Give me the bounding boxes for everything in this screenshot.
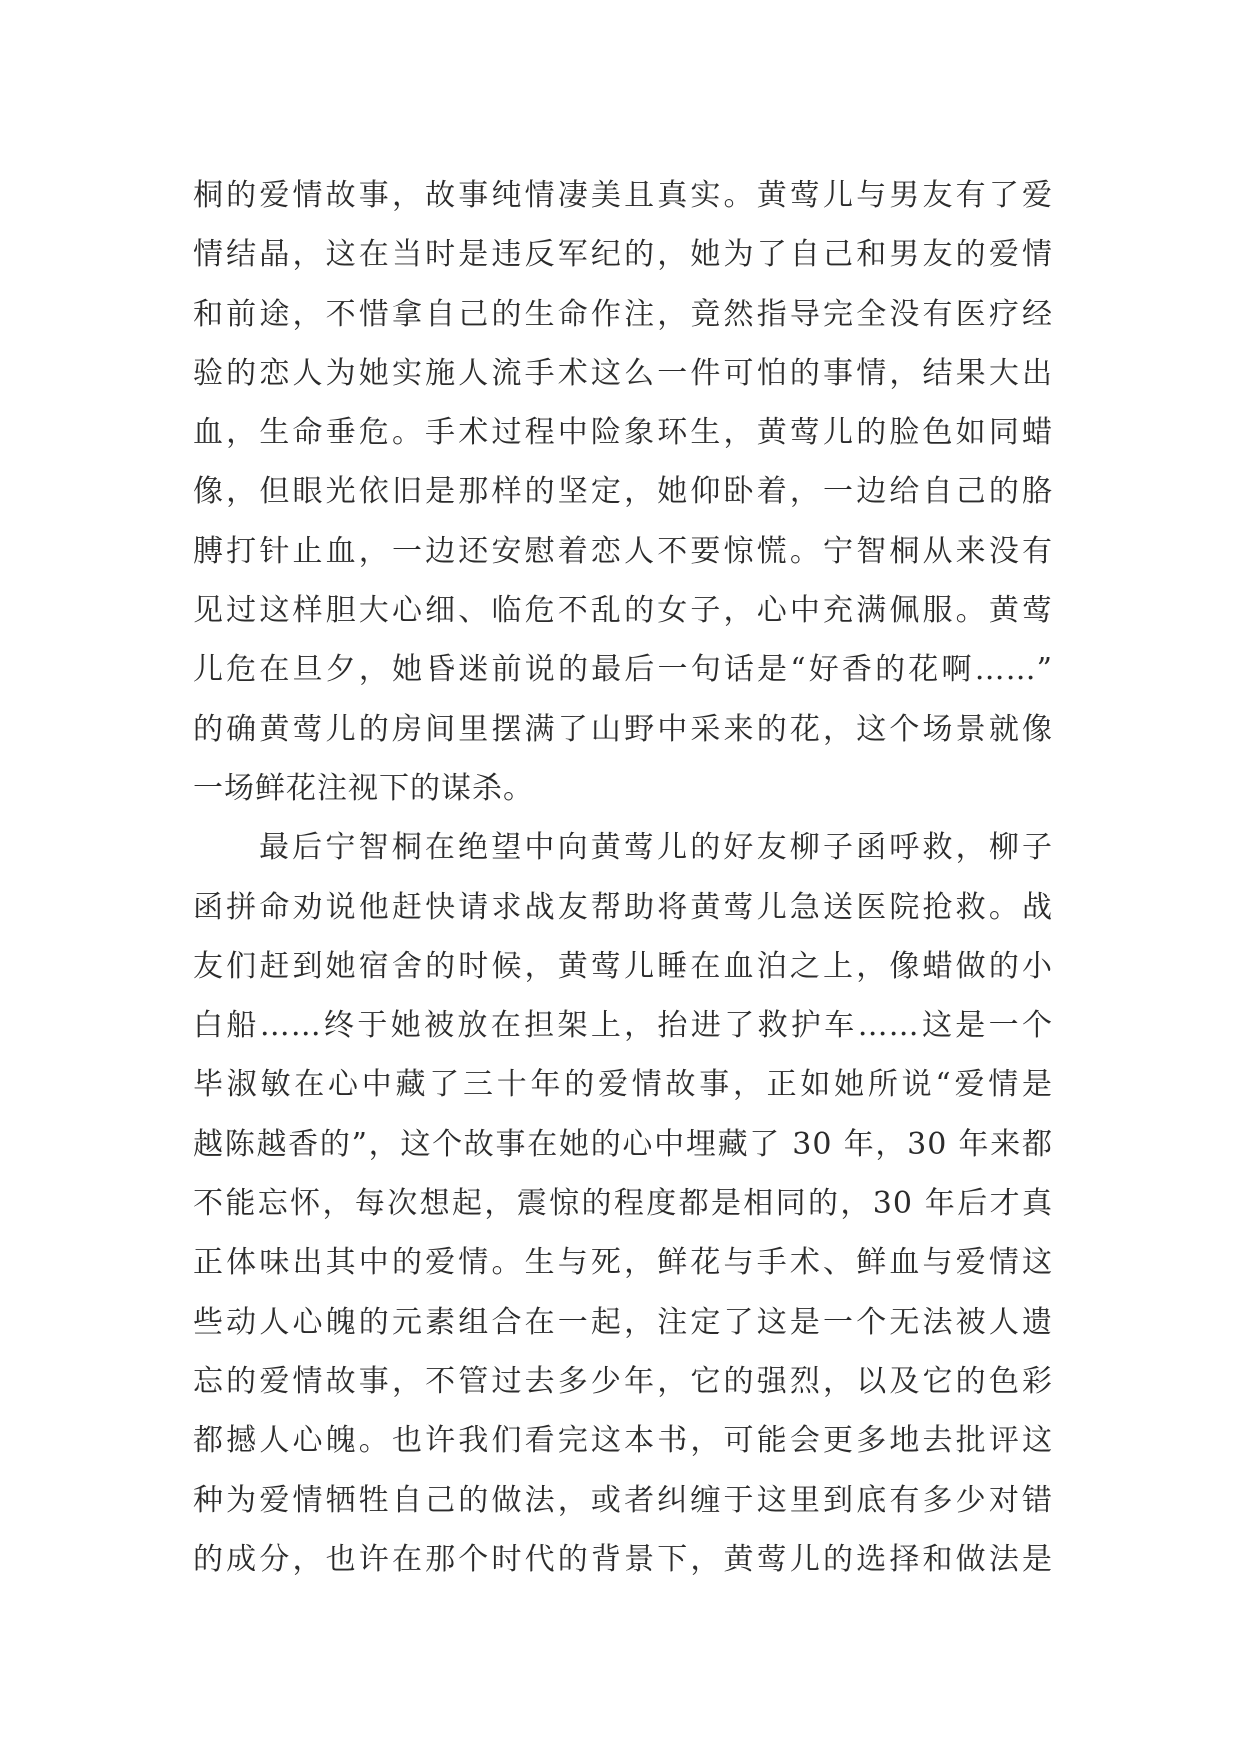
- body-text: [193, 166, 1053, 1589]
- text-line: 种为爱情牺牲自己的做法，或者纠缠于这里到底有多少对错: [193, 1482, 1053, 1518]
- text-line: 儿危在旦夕，她昏迷前说的最后一句话是“好香的花啊……”: [193, 652, 1053, 688]
- text-line: 一场鲜花注视下的谋杀。: [193, 770, 534, 806]
- text-line: 情结晶，这在当时是违反军纪的，她为了自己和男友的爱情: [193, 237, 1053, 273]
- text-line: 和前途，不惜拿自己的生命作注，竟然指导完全没有医疗经: [193, 296, 1053, 332]
- text-line: 桐的爱情故事，故事纯情凄美且真实。黄莺儿与男友有了爱: [193, 178, 1053, 213]
- text-line: 血，生命垂危。手术过程中险象环生，黄莺儿的脸色如同蜡: [193, 415, 1053, 451]
- text-line: 函拼命劝说他赶快请求战友帮助将黄莺儿急送医院抢救。战: [193, 889, 1053, 925]
- text-line: 验的恋人为她实施人流手术这么一件可怕的事情，结果大出: [193, 355, 1053, 391]
- text-line: 的成分，也许在那个时代的背景下，黄莺儿的选择和做法是: [193, 1541, 1053, 1577]
- text-line: 些动人心魄的元素组合在一起，注定了这是一个无法被人遗: [193, 1304, 1053, 1340]
- text-line: 像，但眼光依旧是那样的坚定，她仰卧着，一边给自己的胳: [193, 474, 1053, 510]
- text-line: 见过这样胆大心细、临危不乱的女子，心中充满佩服。黄莺: [193, 593, 1053, 629]
- text-line: 的确黄莺儿的房间里摆满了山野中采来的花，这个场景就像: [193, 711, 1053, 747]
- paragraph: [193, 166, 1053, 818]
- text-line: 不能忘怀，每次想起，震惊的程度都是相同的，30 年后才真: [193, 1186, 1053, 1222]
- text-line: 白船……终于她被放在担架上，抬进了救护车……这是一个: [193, 1008, 1053, 1044]
- text-line: 越陈越香的”，这个故事在她的心中埋藏了 30 年，30 年来都: [193, 1126, 1053, 1162]
- text-line: 友们赶到她宿舍的时候，黄莺儿睡在血泊之上，像蜡做的小: [193, 948, 1053, 984]
- text-line: 毕淑敏在心中藏了三十年的爱情故事，正如她所说“爱情是: [193, 1067, 1053, 1103]
- text-line: 膊打针止血，一边还安慰着恋人不要惊慌。宁智桐从来没有: [193, 533, 1053, 569]
- paragraph: [193, 818, 1053, 1589]
- text-line: 最后宁智桐在绝望中向黄莺儿的好友柳子函呼救，柳子: [259, 830, 1053, 866]
- text-line: 忘的爱情故事，不管过去多少年，它的强烈，以及它的色彩: [193, 1363, 1053, 1399]
- text-line: 正体味出其中的爱情。生与死，鲜花与手术、鲜血与爱情这: [193, 1245, 1053, 1281]
- text-line: 都撼人心魄。也许我们看完这本书，可能会更多地去批评这: [193, 1423, 1053, 1459]
